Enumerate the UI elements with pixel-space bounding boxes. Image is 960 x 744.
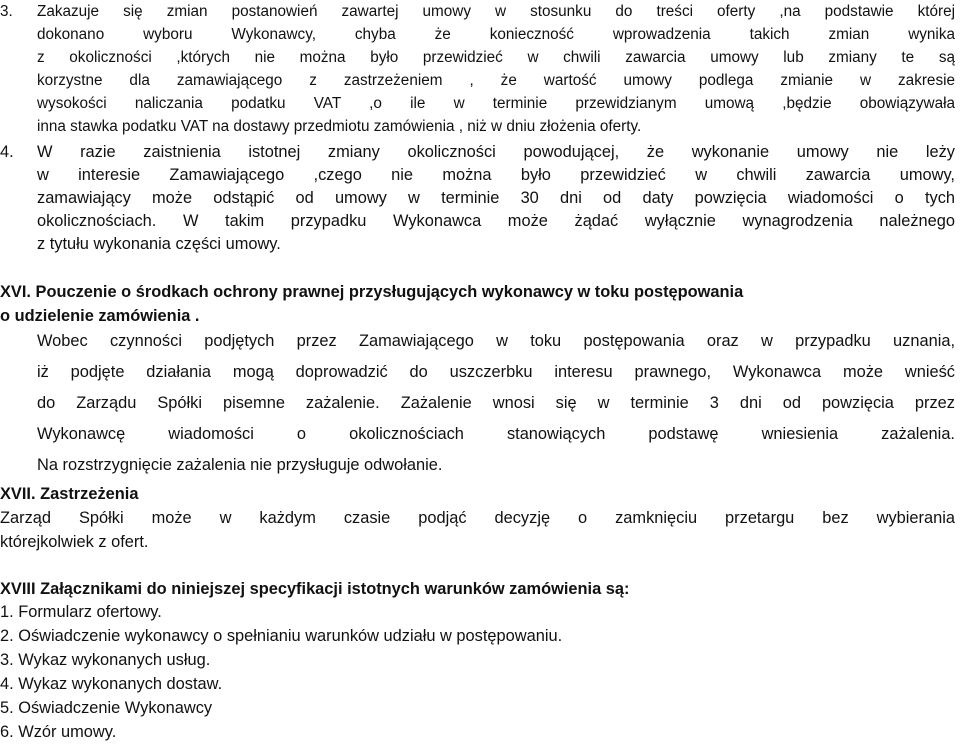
list-item: 1. Formularz ofertowy. [0,603,162,621]
text-line: z okoliczności ,których nie można było przewidzieć w chwili zawarcia umowy lub zmiany te są [37,49,955,66]
item-number: 3. [0,3,13,20]
list-item: 5. Oświadczenie Wykonawcy [0,699,213,717]
text-line: w interesie Zamawiającego ,czego nie można było przewidzieć w chwili zawarcia umowy, [37,166,955,184]
text-line: Na rozstrzygnięcie zażalenia nie przysługuje odwołanie. [37,456,443,474]
text-line: inna stawka podatku VAT na dostawy przedmiotu zamówienia , niż w dniu złożenia oferty. [37,118,642,135]
list-item: 3. Wykaz wykonanych usług. [0,651,211,669]
text-line: Zarząd Spółki może w każdym czasie podjąć decyzję o zamknięciu przetargu bez wybierania [0,509,955,527]
section-16-body [37,326,955,357]
attachments-list [0,600,960,744]
item-number: 4. [0,143,14,161]
text-line: wysokości naliczania podatku VAT ,o ile w terminie przewidzianym umową ,będzie obowiązywała [37,95,955,112]
text-line: zamawiający może odstąpić od umowy w terminie 30 dni od daty powzięcia wiadomości o tych [37,189,955,207]
text-line: Zakazuje się zmian postanowień zawartej umowy w stosunku do treści oferty ,na podstawie której [37,3,955,20]
heading-line: o udzielenie zamówienia . [0,307,200,325]
list-item: 4. Wykaz wykonanych dostaw. [0,675,223,693]
section-17-heading [0,482,960,506]
text-line: dokonano wyboru Wykonawcy, chyba że konieczność wprowadzenia takich zmian wynika [37,26,955,43]
section-16-heading [0,280,960,328]
text-line: Wobec czynności podjętych przez Zamawiającego w toku postępowania oraz w przypadku uznania, [37,332,955,350]
text-line: korzystne dla zamawiającego z zastrzeżeniem , że wartość umowy podlega zmianie w zakresie [37,72,955,89]
text-line: W razie zaistnienia istotnej zmiany okoliczności powodującej, że wykonanie umowy nie leży [37,143,955,161]
section-16-body-cont [0,357,960,481]
text-line: którejkolwiek z ofert. [0,533,149,551]
list-item: 2. Oświadczenie wykonawcy o spełnianiu warunków udziału w postępowaniu. [0,627,563,645]
text-line: iż podjęte działania mogą doprowadzić do uszczerbku interesu prawnego, Wykonawca może wnieść [37,363,955,381]
heading-line: XVII. Zastrzeżenia [0,485,139,503]
section-18-heading [0,577,960,601]
text-line: Wykonawcę wiadomości o okolicznościach stanowiących podstawę wniesienia zażalenia. [37,425,955,443]
text-line: do Zarządu Spółki pisemne zażalenie. Zażalenie wnosi się w terminie 3 dni od powzięcia przez [37,394,955,412]
section-17-body [0,506,960,554]
text-line: okolicznościach. W takim przypadku Wykonawca może żądać wyłącznie wynagrodzenia należnego [37,212,955,230]
heading-line: XVI. Pouczenie o środkach ochrony prawnej przysługujących wykonawcy w toku postępowania [0,283,744,301]
list-item: 6. Wzór umowy. [0,723,117,741]
text-line: z tytułu wykonania części umowy. [37,235,281,253]
heading-line: XVIII Załącznikami do niniejszej specyfikacji istotnych warunków zamówienia są: [0,580,630,598]
